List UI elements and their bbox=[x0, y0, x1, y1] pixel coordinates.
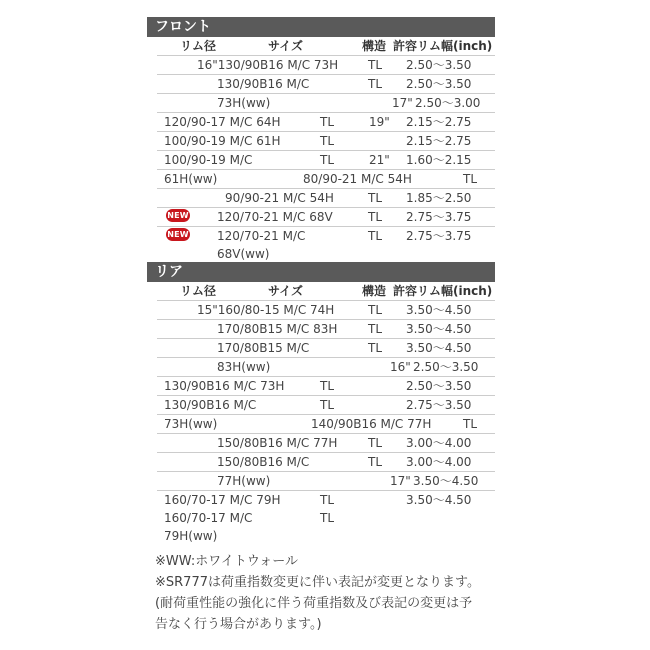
table-row bbox=[157, 208, 495, 226]
front-header-struct: 構造 bbox=[362, 39, 387, 53]
cell: TL bbox=[368, 191, 383, 205]
cell: 2.75～3.50 bbox=[406, 398, 472, 412]
footnote: ※SR777は荷重指数変更に伴い表記が変更となります。 bbox=[155, 575, 480, 590]
cell: 3.50～4.50 bbox=[406, 322, 472, 336]
table-row bbox=[157, 358, 495, 376]
cell: 2.50～3.00 bbox=[415, 96, 481, 110]
cell: TL bbox=[320, 134, 335, 148]
cell: TL bbox=[368, 341, 383, 355]
cell: 1.85～2.50 bbox=[406, 191, 472, 205]
cell: 170/80B15 M/C 83H bbox=[217, 322, 338, 336]
cell: 2.15～2.75 bbox=[406, 115, 472, 129]
table-row bbox=[157, 301, 495, 319]
cell: 150/80B16 M/C bbox=[217, 455, 310, 469]
cell: 120/70-21 M/C bbox=[217, 229, 306, 243]
cell: 100/90-19 M/C 61H bbox=[164, 134, 281, 148]
cell: 17" bbox=[392, 96, 413, 110]
table-row bbox=[157, 472, 495, 490]
table-row bbox=[157, 113, 495, 131]
table-row bbox=[157, 527, 495, 545]
cell: 130/90B16 M/C 73H bbox=[164, 379, 285, 393]
cell: 2.50～3.50 bbox=[413, 360, 479, 374]
rear-header-size: サイズ bbox=[268, 284, 304, 298]
cell: 19" bbox=[369, 115, 390, 129]
cell: 17" bbox=[390, 474, 411, 488]
cell: 77H(ww) bbox=[217, 474, 271, 488]
cell: TL bbox=[368, 436, 383, 450]
cell: 2.75～3.75 bbox=[406, 210, 472, 224]
cell: 130/90B16 M/C bbox=[164, 398, 257, 412]
cell: 170/80B15 M/C bbox=[217, 341, 310, 355]
footnote: (耐荷重性能の強化に伴う荷重指数及び表記の変更は予 bbox=[155, 596, 473, 611]
new-badge: NEW bbox=[167, 211, 189, 220]
cell: 2.15～2.75 bbox=[406, 134, 472, 148]
cell: TL bbox=[368, 303, 383, 317]
table-row bbox=[157, 415, 495, 433]
cell: 21" bbox=[369, 153, 390, 167]
front-section-title: フロント bbox=[147, 17, 495, 37]
cell: TL bbox=[320, 379, 335, 393]
cell: 68V(ww) bbox=[217, 247, 270, 261]
cell: 160/70-17 M/C bbox=[164, 511, 253, 525]
rear-header-width: 許容リム幅(inch) bbox=[393, 284, 493, 298]
cell: 90/90-21 M/C 54H bbox=[225, 191, 334, 205]
table-row bbox=[157, 320, 495, 338]
cell: 16"130/90B16 M/C 73H bbox=[197, 58, 339, 72]
table-row bbox=[157, 245, 495, 263]
cell: 2.75～3.75 bbox=[406, 229, 472, 243]
new-badge: NEW bbox=[167, 230, 189, 239]
cell: 2.50～3.50 bbox=[406, 58, 472, 72]
cell: 120/70-21 M/C 68V bbox=[217, 210, 333, 224]
cell: 61H(ww) bbox=[164, 172, 218, 186]
table-row bbox=[157, 75, 495, 93]
cell: 3.50～4.50 bbox=[406, 493, 472, 507]
cell: TL bbox=[320, 153, 335, 167]
table-row bbox=[157, 491, 495, 509]
table-row bbox=[157, 170, 495, 188]
footnote: 告なく行う場合があります。) bbox=[155, 617, 322, 632]
cell: TL bbox=[368, 455, 383, 469]
cell: 1.60～2.15 bbox=[406, 153, 472, 167]
table-row bbox=[157, 509, 495, 527]
cell: 3.00～4.00 bbox=[406, 455, 472, 469]
cell: 79H(ww) bbox=[164, 529, 218, 543]
cell: 120/90-17 M/C 64H bbox=[164, 115, 281, 129]
cell: TL bbox=[463, 417, 478, 431]
cell: 3.50～4.50 bbox=[406, 303, 472, 317]
table-row bbox=[157, 94, 495, 112]
cell: TL bbox=[320, 511, 335, 525]
rear-header-rim: リム径 bbox=[180, 284, 217, 298]
table-row bbox=[157, 453, 495, 471]
cell: 2.50～3.50 bbox=[406, 77, 472, 91]
cell: 130/90B16 M/C bbox=[217, 77, 310, 91]
table-row bbox=[157, 377, 495, 395]
cell: 80/90-21 M/C 54H bbox=[303, 172, 412, 186]
cell: 100/90-19 M/C bbox=[164, 153, 253, 167]
cell: TL bbox=[463, 172, 478, 186]
table-row bbox=[157, 132, 495, 150]
table-row bbox=[157, 151, 495, 169]
cell: TL bbox=[320, 398, 335, 412]
footnote: ※WW:ホワイトウォール bbox=[155, 554, 299, 569]
rear-section-title: リア bbox=[147, 262, 495, 282]
cell: 15"160/80-15 M/C 74H bbox=[197, 303, 335, 317]
cell: 140/90B16 M/C 77H bbox=[311, 417, 432, 431]
cell: TL bbox=[320, 493, 335, 507]
cell: 3.50～4.50 bbox=[413, 474, 479, 488]
cell: 150/80B16 M/C 77H bbox=[217, 436, 338, 450]
cell: 3.50～4.50 bbox=[406, 341, 472, 355]
cell: 73H(ww) bbox=[217, 96, 271, 110]
table-row bbox=[157, 189, 495, 207]
rear-header-struct: 構造 bbox=[362, 284, 387, 298]
cell: TL bbox=[320, 115, 335, 129]
cell: TL bbox=[368, 229, 383, 243]
cell: 2.50～3.50 bbox=[406, 379, 472, 393]
table-row bbox=[157, 339, 495, 357]
table-row bbox=[157, 227, 495, 245]
cell: TL bbox=[368, 77, 383, 91]
front-header-size: サイズ bbox=[268, 39, 304, 53]
front-header-width: 許容リム幅(inch) bbox=[393, 39, 493, 53]
cell: 73H(ww) bbox=[164, 417, 218, 431]
cell: 83H(ww) bbox=[217, 360, 271, 374]
table-row bbox=[157, 434, 495, 452]
cell: TL bbox=[368, 322, 383, 336]
cell: 160/70-17 M/C 79H bbox=[164, 493, 281, 507]
cell: TL bbox=[368, 210, 383, 224]
table-row bbox=[157, 56, 495, 74]
table-row bbox=[157, 396, 495, 414]
front-header-rim: リム径 bbox=[180, 39, 217, 53]
cell: 16" bbox=[390, 360, 411, 374]
cell: TL bbox=[368, 58, 383, 72]
cell: 3.00～4.00 bbox=[406, 436, 472, 450]
